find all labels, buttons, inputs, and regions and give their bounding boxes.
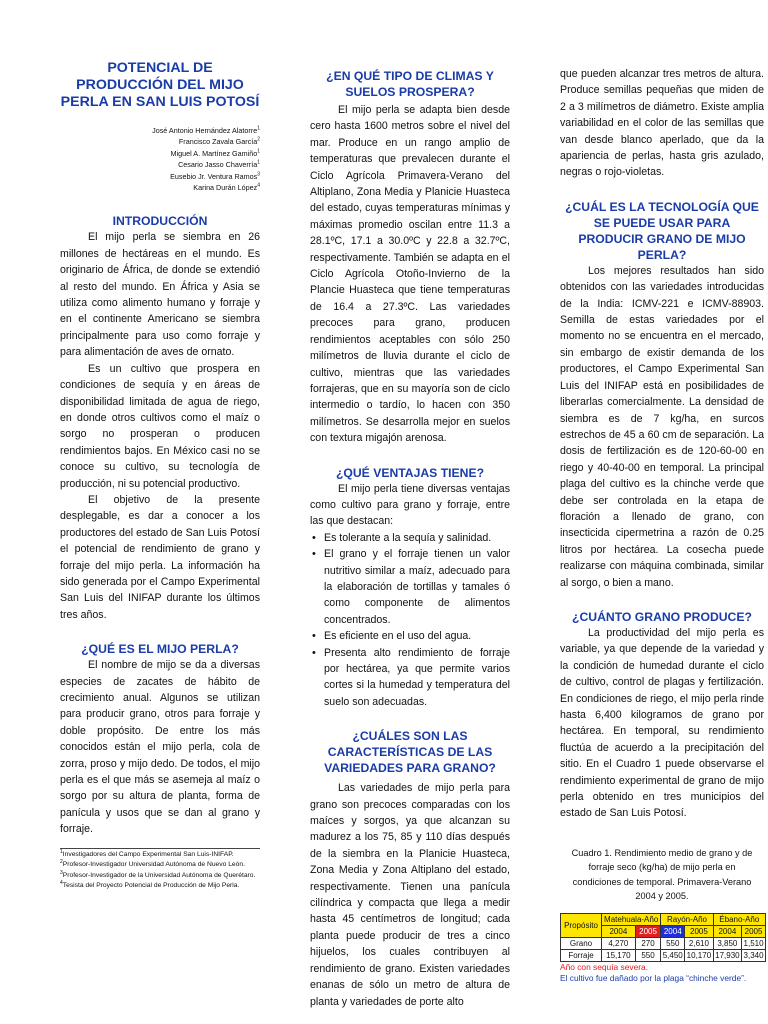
table-header-cell: 2005 [685, 926, 713, 938]
list-item: • Presenta alto rendimiento de forraje por hectárea, ya que permite varios cortes si la humedad y temperatura del suelo son adecuadas. [324, 645, 510, 711]
paragraph: La productividad del mijo perla es variable, ya que depende de la variedad y la condición de humedad durante el ciclo de cultivo, control de plagas y fertilización. En condiciones de riego, el mijo perla rinde hasta 6,400 kilogramos de grano por hectárea. En temporal, su rendimiento fluctúa de acuerdo a la precipitación del sitio. En el Cuadro 1 puede observarse el rendimiento experimental de grano de mijo perla obtenido en tres municipios del estado de San Luis Potosí. [560, 626, 764, 820]
paragraph: El objetivo de la presente desplegable, es dar a conocer a los productores del estado de San Luis Potosí el potencial de rendimiento de grano y forraje del mijo perla. La información ha sido generada por el Campo Experimental San Luis del INIFAP durante los últimos tres años. [60, 493, 260, 621]
table-header-cell: 2004 [661, 926, 685, 938]
section-heading-cuanto: ¿CUÁNTO GRANO PRODUCE? [572, 609, 752, 624]
table-cell: Forraje [561, 950, 602, 962]
author: Eusebio Jr. Ventura Ramos$^3$ [170, 171, 260, 181]
table-header-cell: Rayón-Año [661, 914, 713, 926]
author-list [60, 125, 260, 193]
author: Karina Durán López$^4$ [193, 182, 260, 193]
list-item: • El grano y el forraje tienen un valor nutritivo similar a maíz, adecuado para la elaboración de tortillas y tamales ó como componente de alimentos concentrados. [324, 546, 510, 628]
table-header-cell: Propósito [561, 914, 602, 938]
author: Miguel A. Martínez Gamiño$^1$ [170, 148, 260, 158]
paragraph: Es un cultivo que prospera en condiciones de sequía y en áreas de disponibilidad limitada de agua de riego, en donde otros cultivos como el maíz o sorgo no prosperan o producen rendimientos bajos. En México casi no se conoce su cultivo, su tecnología de producción, ni su potencial productivo. [60, 362, 260, 490]
column-right [560, 66, 764, 984]
table-row [561, 950, 766, 962]
table-header-cell: 2004 [713, 926, 741, 938]
footnote: $^4$Tesista del Proyecto Potencial de Producción de Mijo Perla. [60, 880, 240, 890]
table-header-cell: 2005 [635, 926, 661, 938]
table-cell: 550 [661, 938, 685, 950]
section-heading-tecnologia: ¿CUÁL ES LA TECNOLOGÍA QUE SE PUEDE USAR PARA PRODUCIR GRANO DE MIJO PERLA? [565, 199, 759, 262]
author: Cesario Jasso Chaverría$^1$ [178, 159, 260, 170]
paragraph: El mijo perla se siembra en 26 millones de hectáreas en el mundo. Es originario de África, de donde se extendió al resto del mundo. En África y Asia se utiliza como alimento humano y forraje y en el continente Americano se siembra principalmente para uso como forraje y para alimentación de aves de ornato. [60, 231, 260, 359]
table-header-cell: 2004 [602, 926, 636, 938]
table-header-cell: Ébano-Año [713, 914, 765, 926]
table-cell: 17,930 [715, 951, 740, 961]
paragraph: El mijo perla se adapta bien desde cero hasta 1600 metros sobre el nivel del mar. Produce en un rango amplio de temperaturas que prevalecen durante el Ciclo Agrícola Primavera-Verano del Altiplano, Zona Media y Planicie Huasteca del estado, cuyas temperaturas mínimas y máximas promedio oscilan entre 11.3 a 28.1ºC, 17.1 a 30.0ºC y 22.8 a 32.7ºC, respectivamente. También se adapta en el Ciclo Agrícola Otoño-Invierno de la Plancie Huasteca que tiene temperaturas de 16.4 a 27.3ºC. Las variedades precoces para grano, producen rendimientos aceptables con sólo 250 milímetros de lluvia durante el ciclo de cultivo, mientras que las variedades forrajeras, que en su mayoría son de ciclo intermedio o tardío, lo hacen con 350 milímetros. Se desarrolla mejor en suelos con textura migajón arenosa. [310, 104, 510, 445]
paragraph: Las variedades de mijo perla para grano son precoces comparadas con los maíces y sorgos, ya que alcanzan su madurez a los 75, 85 y 110 días después de la siembra en la Planicie Huasteca, Zona Media y Zona Altiplano del estado, respectivamente. Tienen una panícula cilíndrica y compacta que llega a medir hasta 45 centímetros de longitud; cada planta puede producir de tres a cinco hijuelos, los cuales contribuyen al rendimiento de grano. Existen variedades enanas de sólo un metro de altura de planta y variedades de porte alto [310, 782, 510, 1008]
note-pest: El cultivo fue dañado por la plaga “chinche verde”. [560, 973, 747, 984]
footnote: $^2$Profesor-Investigador Universidad Autónoma de Nuevo León. [60, 859, 245, 869]
table-cell: 10,170 [686, 951, 712, 961]
note-drought: Año con sequía severa. [560, 962, 648, 973]
yield-table [560, 913, 766, 962]
table-cell: 15,170 [602, 950, 636, 962]
author: José Antonio Hernández Alatorre$^1$ [152, 125, 260, 135]
table-cell: Grano [561, 938, 602, 950]
section-heading-climas: ¿EN QUÉ TIPO DE CLIMAS Y SUELOS PROSPERA? [326, 69, 494, 99]
section-heading-que-es: ¿QUÉ ES EL MIJO PERLA? [81, 642, 239, 657]
list-item: • Es eficiente en el uso del agua. [324, 628, 510, 644]
footnote: $^1$Investigadores del Campo Experimental San Luis-INIFAP. [60, 848, 234, 858]
ventajas-list [310, 530, 510, 710]
paragraph: El mijo perla tiene diversas ventajas como cultivo para grano y forraje, entre las que destacan: [310, 482, 510, 528]
column-left [60, 60, 260, 892]
table-cell: 3,340 [743, 951, 764, 961]
section-heading-introduccion: INTRODUCCIÓN [112, 214, 208, 229]
table-header-row [561, 914, 766, 926]
footnotes [60, 848, 260, 892]
table-cell: 4,270 [602, 938, 636, 950]
table-header-cell: 2005 [742, 926, 766, 938]
list-item: • Es tolerante a la sequía y salinidad. [324, 530, 510, 546]
paragraph: Los mejores resultados han sido obtenidos con las variedades introducidas de la India: ICMV-221 e ICMV-88903. Semilla de estas variedades por el momento no se encuentra en el mercado, sin embargo de existir demanda de los productores, el Campo Experimental San Luis del INIFAP está en posibilidades de liberarlas comercialmente. La densidad de siembra es de 7 kg/ha, en surcos estrechos de 45 a 60 cm de separación. La dosis de fertilización es de 120-60-00 en riego y 40-40-00 en temporal. La principal plaga del cultivo es la chinche verde que debe ser controlada en la etapa de floración a llenado de grano, con insecticida cipermetrina a razón de 0.25 litros por hectárea. La cosecha puede realizarse con máquina combinada, similar al sorgo, o bien a mano. [560, 264, 764, 589]
footnote: $^3$Profesor-Investigador de la Universidad Autónoma de Querétaro. [60, 869, 256, 879]
document-title: POTENCIAL DE PRODUCCIÓN DEL MIJO PERLA EN SAN LUIS POTOSÍ [60, 60, 260, 110]
table-cell: 5,450 [662, 951, 683, 961]
table-header-cell: Matehuala-Año [602, 914, 661, 926]
paragraph: El nombre de mijo se da a diversas especies de zacates de hábito de crecimiento anual. Algunos se utilizan para producir grano, otros para forraje y doble propósito. De entre los más conocidos están el mijo perla, cola de zorra, proso y mijo dedo. De todos, el mijo perla es el que más se asemeja al maíz o sorgo por su altura de planta, forma de panícula y usos que se dan al grano y forraje. [60, 659, 260, 836]
footnote-divider [60, 848, 260, 849]
section-heading-ventajas: ¿QUÉ VENTAJAS TIENE? [335, 465, 485, 480]
table-cell: 2,610 [685, 938, 713, 950]
table-cell: 270 [635, 938, 661, 950]
paragraph-continuation: que pueden alcanzar tres metros de altura. Produce semillas pequeñas que miden de 2 a 3 milímetros de diámetro. Existe amplia variabilidad en el color de las semillas que van desde blanco aperlado, que da la apariencia de perlas, hasta gris azulado, negras o rojo-violetas. [560, 68, 764, 179]
column-middle [310, 68, 510, 1010]
author: Francisco Zavala García$^2$ [178, 137, 260, 147]
table-cell: 1,510 [743, 939, 764, 949]
table-cell: 3,850 [713, 938, 741, 950]
section-heading-caracteristicas: ¿CUÁLES SON LAS CARACTERÍSTICAS DE LAS VARIEDADES PARA GRANO? [324, 729, 496, 776]
table-caption: Cuadro 1. Rendimiento medio de grano y de forraje seco (kg/ha) de mijo perla en condiciones de temporal. Primavera-Verano 2004 y 2005. [571, 847, 753, 902]
table-cell: 550 [635, 950, 661, 962]
table-row [561, 938, 766, 950]
